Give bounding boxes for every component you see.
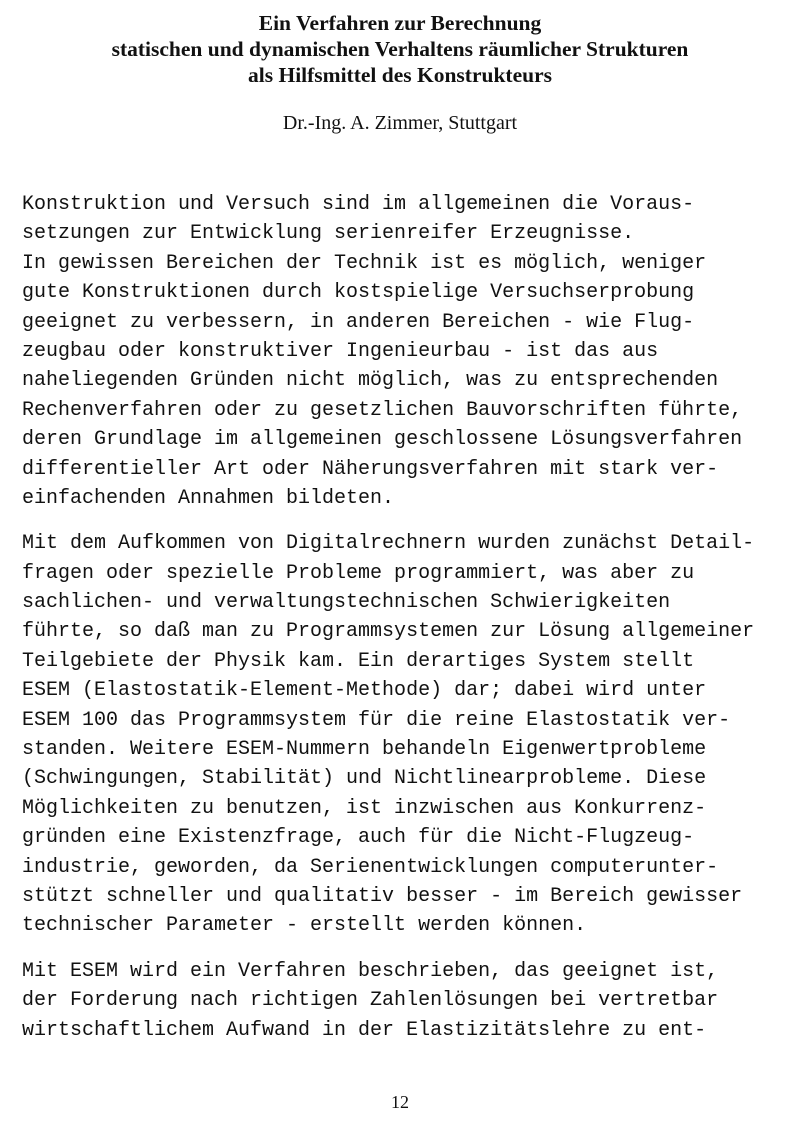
text-line: industrie, geworden, da Serienentwicklungen computerunter- [22,855,719,879]
text-line: Möglichkeiten zu benutzen, ist inzwischen aus Konkurrenz- [22,796,707,820]
text-line: technischer Parameter - erstellt werden können. [22,914,587,938]
document-title [0,10,800,88]
page-number: 12 [391,1092,409,1112]
text-line: gute Konstruktionen durch kostspielige Versuchserprobung [22,281,695,305]
text-line: wirtschaftlichem Aufwand in der Elastizitätslehre zu ent- [22,1018,707,1042]
text-line: Mit ESEM wird ein Verfahren beschrieben, das geeignet ist, [22,959,719,983]
text-line: stützt schneller und qualitativ besser - im Bereich gewisser [22,884,743,908]
text-line: einfachenden Annahmen bildeten. [22,486,395,510]
text-line: ESEM (Elastostatik-Element-Methode) dar; dabei wird unter [22,679,707,703]
text-line: deren Grundlage im allgemeinen geschlossene Lösungsverfahren [22,428,743,452]
text-line: setzungen zur Entwicklung serienreifer Erzeugnisse. [22,222,635,246]
text-line: sachlichen- und verwaltungstechnischen Schwierigkeiten [22,591,671,615]
text-line: geeignet zu verbessern, in anderen Bereichen - wie Flug- [22,310,695,334]
text-line: Mit dem Aufkommen von Digitalrechnern wurden zunächst Detail- [22,532,755,556]
text-line: der Forderung nach richtigen Zahlenlösungen bei vertretbar [22,989,719,1013]
paragraph-3 [22,957,792,1045]
paragraph-1 [22,190,792,513]
text-line: standen. Weitere ESEM-Nummern behandeln Eigenwertprobleme [22,738,707,762]
text-line: In gewissen Bereichen der Technik ist es möglich, weniger [22,251,707,275]
text-line: zeugbau oder konstruktiver Ingenieurbau - ist das aus [22,339,659,363]
text-line: gründen eine Existenzfrage, auch für die Nicht-Flugzeug- [22,826,695,850]
text-line: ESEM 100 das Programmsystem für die reine Elastostatik ver- [22,708,731,732]
paragraph-2 [22,529,792,940]
title-line: statischen und dynamischen Verhaltens räumlicher Strukturen [111,37,689,61]
text-line: Rechenverfahren oder zu gesetzlichen Bauvorschriften führte, [22,398,743,422]
text-line: differentieller Art oder Näherungsverfahren mit stark ver- [22,457,719,481]
text-line: naheliegenden Gründen nicht möglich, was zu entsprechenden [22,369,719,393]
body-text [22,190,792,1045]
text-line: führte, so daß man zu Programmsystemen zur Lösung allgemeiner [22,620,755,644]
text-line: Teilgebiete der Physik kam. Ein derartiges System stellt [22,649,695,673]
title-line: als Hilfsmittel des Konstrukteurs [248,63,552,87]
text-line: (Schwingungen, Stabilität) und Nichtlinearprobleme. Diese [22,767,707,791]
author-line: Dr.-Ing. A. Zimmer, Stuttgart [282,112,518,134]
title-line: Ein Verfahren zur Berechnung [258,11,542,35]
text-line: fragen oder spezielle Probleme programmiert, was aber zu [22,561,695,585]
text-line: Konstruktion und Versuch sind im allgemeinen die Voraus- [22,193,695,216]
